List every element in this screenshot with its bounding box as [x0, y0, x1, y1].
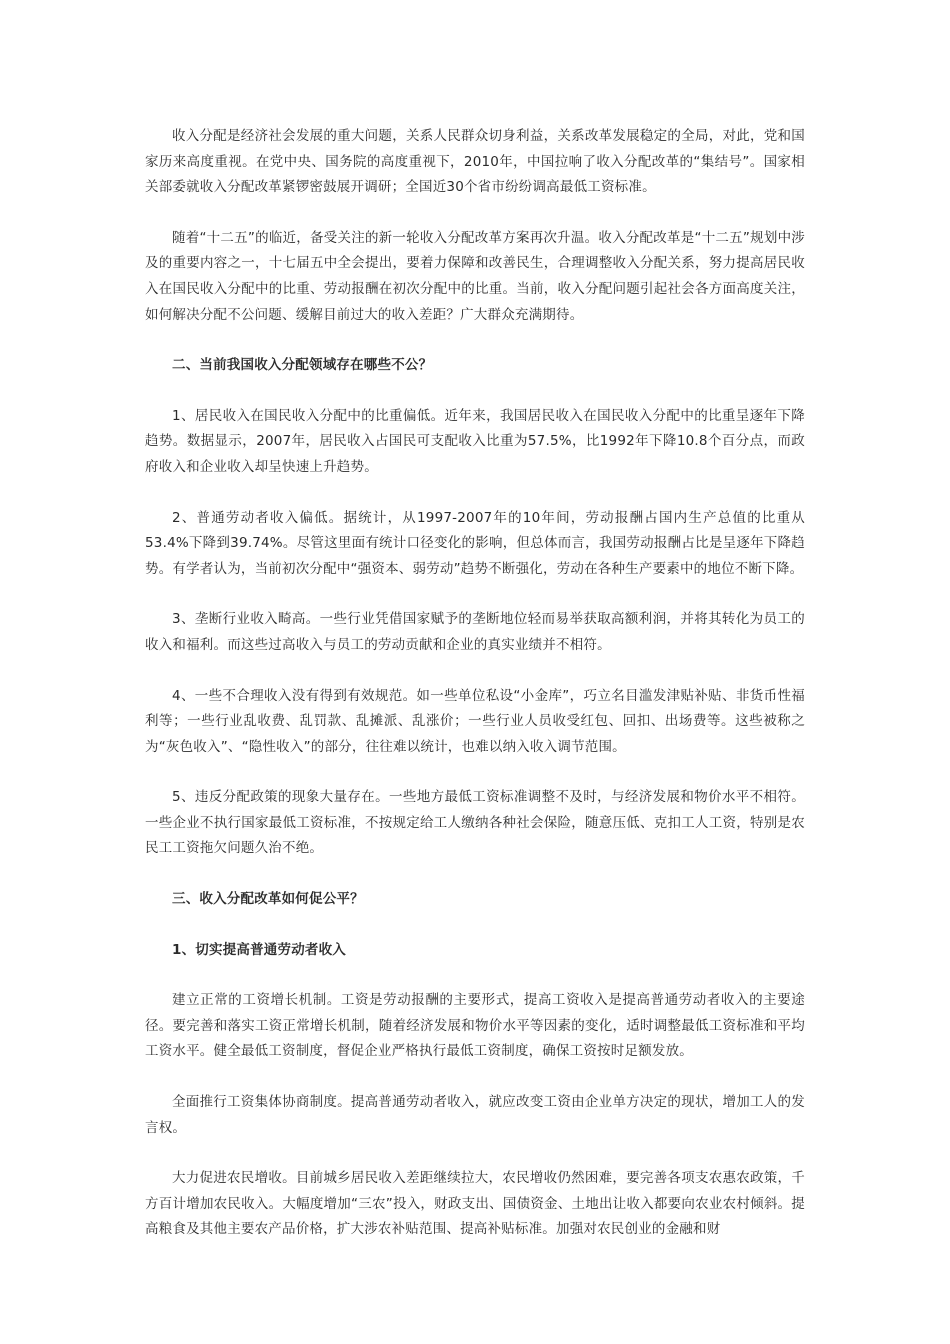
- intro-paragraph-1: 收入分配是经济社会发展的重大问题，关系人民群众切身利益，关系改革发展稳定的全局，对此，党和国家历来高度重视。在党中央、国务院的高度重视下，2010年，中国拉响了收入分配改革的“集结号”。国家相关部委就收入分配改革紧锣密鼓展开调研；全国近30个省市纷纷调高最低工资标准。: [145, 128, 805, 196]
- document-page: [145, 124, 805, 1268]
- section-2-item-2: 2、普通劳动者收入偏低。据统计，从1997-2007年的10年间，劳动报酬占国内生产总值的比重从53.4%下降到39.74%。尽管这里面有统计口径变化的影响，但总体而言，我国劳动报酬占比是呈逐年下降趋势。有学者认为，当前初次分配中“强资本、弱劳动”趋势不断强化，劳动在各种生产要素中的地位不断下降。: [145, 509, 805, 577]
- section-3-heading: 三、收入分配改革如何促公平？: [172, 891, 364, 908]
- section-2-item-5: 5、违反分配政策的现象大量存在。一些地方最低工资标准调整不及时，与经济发展和物价水平不相符。一些企业不执行国家最低工资标准，不按规定给工人缴纳各种社会保险，随意压低、克扣工人工资，特别是农民工工资拖欠问题久治不绝。: [145, 789, 805, 857]
- section-2-heading: 二、当前我国收入分配领域存在哪些不公？: [172, 357, 433, 374]
- section-3-subheading-1: 1、切实提高普通劳动者收入: [172, 941, 346, 958]
- section-3-paragraph-2: 全面推行工资集体协商制度。提高普通劳动者收入，就应改变工资由企业单方决定的现状，增加工人的发言权。: [145, 1094, 805, 1136]
- section-2-item-3: 3、垄断行业收入畸高。一些行业凭借国家赋予的垄断地位轻而易举获取高额利润，并将其转化为员工的收入和福利。而这些过高收入与员工的劳动贡献和企业的真实业绩并不相符。: [145, 611, 805, 653]
- intro-paragraph-2: 随着“十二五”的临近，备受关注的新一轮收入分配改革方案再次升温。收入分配改革是“十二五”规划中涉及的重要内容之一，十七届五中全会提出，要着力保障和改善民生，合理调整收入分配关系，努力提高居民收入在国民收入分配中的比重、劳动报酬在初次分配中的比重。当前，收入分配问题引起社会各方面高度关注，如何解决分配不公问题、缓解目前过大的收入差距？广大群众充满期待。: [145, 229, 805, 323]
- section-2-item-1: 1、居民收入在国民收入分配中的比重偏低。近年来，我国居民收入在国民收入分配中的比重呈逐年下降趋势。数据显示，2007年，居民收入占国民可支配收入比重为57.5%，比1992年下降10.8个百分点，而政府收入和企业收入却呈快速上升趋势。: [145, 407, 805, 475]
- section-2-item-4: 4、一些不合理收入没有得到有效规范。如一些单位私设“小金库”，巧立名目滥发津贴补贴、非货币性福利等；一些行业乱收费、乱罚款、乱摊派、乱涨价；一些行业人员收受红包、回扣、出场费等。这些被称之为“灰色收入”、“隐性收入”的部分，往往难以统计，也难以纳入收入调节范围。: [145, 687, 805, 755]
- section-3-paragraph-3: 大力促进农民增收。目前城乡居民收入差距继续拉大，农民增收仍然困难，要完善各项支农惠农政策，千方百计增加农民收入。大幅度增加“三农”投入，财政支出、国债资金、土地出让收入都要向农业农村倾斜。提高粮食及其他主要农产品价格，扩大涉农补贴范围、提高补贴标准。加强对农民创业的金融和财: [145, 1170, 805, 1238]
- section-3-paragraph-1: 建立正常的工资增长机制。工资是劳动报酬的主要形式，提高工资收入是提高普通劳动者收入的主要途径。要完善和落实工资正常增长机制，随着经济发展和物价水平等因素的变化，适时调整最低工资标准和平均工资水平。健全最低工资制度，督促企业严格执行最低工资制度，确保工资按时足额发放。: [145, 992, 805, 1060]
